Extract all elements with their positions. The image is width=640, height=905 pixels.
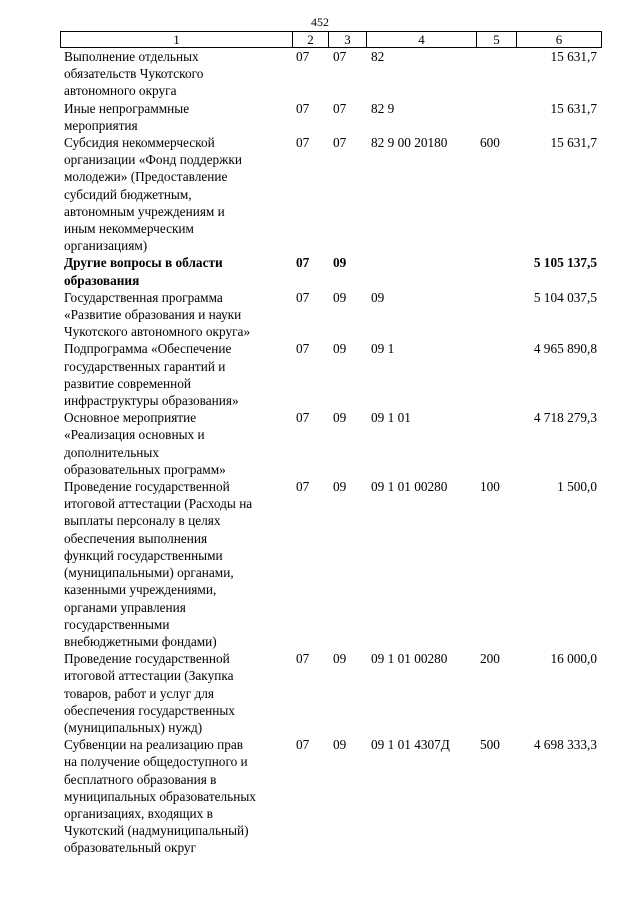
row-subsection-code: 07	[333, 135, 347, 151]
row-subsection-code: 09	[333, 479, 347, 495]
row-amount: 1 500,0	[557, 479, 597, 495]
row-amount: 15 631,7	[550, 135, 597, 151]
table-row	[60, 254, 601, 288]
column-header-5: 5	[477, 32, 517, 48]
row-section-code: 07	[296, 289, 310, 305]
row-subsection-code: 09	[333, 255, 347, 271]
table-row	[60, 478, 601, 650]
table-row	[60, 48, 601, 100]
row-amount: 4 718 279,3	[533, 410, 597, 426]
row-amount: 15 631,7	[550, 49, 597, 64]
row-target-article: 09 1 01 00280	[371, 651, 448, 667]
row-target-article: 09 1 01 4307Д	[371, 737, 450, 753]
row-name: Проведение государственной итоговой аттестации (Закупка товаров, работ и услуг для обеспечения государственных (муниципальных) нужд)	[64, 651, 235, 735]
row-amount: 4 965 890,8	[533, 341, 597, 357]
table-row	[60, 100, 601, 134]
row-section-code: 07	[296, 341, 310, 357]
row-section-code: 07	[296, 135, 310, 151]
row-target-article: 82 9	[371, 100, 395, 116]
row-section-code: 07	[296, 255, 310, 271]
column-header-1: 1	[61, 32, 293, 48]
row-expense-type: 600	[480, 135, 500, 151]
column-header-2: 2	[293, 32, 329, 48]
row-name: Другие вопросы в области образования	[64, 255, 223, 288]
row-expense-type: 500	[480, 737, 500, 753]
column-header-3: 3	[329, 32, 367, 48]
row-name: Выполнение отдельных обязательств Чукотского автономного округа	[64, 49, 204, 99]
row-expense-type: 100	[480, 479, 500, 495]
row-target-article: 09	[371, 289, 385, 305]
table-row	[60, 134, 601, 254]
table-body	[60, 48, 601, 857]
table-row	[60, 650, 601, 736]
row-name: Подпрограмма «Обеспечение государственных гарантий и развитие современной инфраструктуры образования»	[64, 341, 239, 409]
row-name: Проведение государственной итоговой аттестации (Расходы на выплаты персоналу в целях обеспечения выполнения функций государственными (муниципальными) органами, казенными учреждениями, органами управления государственными внебюджетными фондами)	[64, 479, 253, 649]
row-name: Субсидия некоммерческой организации «Фонд поддержки молодежи» (Предоставление субсидий бюджетным, автономным учреждениям и иным некоммерческим организациям)	[64, 135, 242, 254]
row-section-code: 07	[296, 479, 310, 495]
row-target-article: 09 1 01	[371, 410, 411, 426]
row-subsection-code: 07	[333, 49, 347, 64]
row-amount: 15 631,7	[550, 100, 597, 116]
row-amount: 5 105 137,5	[533, 255, 597, 271]
row-section-code: 07	[296, 651, 310, 667]
table-row	[60, 409, 601, 478]
row-target-article: 09 1 01 00280	[371, 479, 448, 495]
column-header-row	[61, 32, 602, 48]
table-row	[60, 289, 601, 341]
row-subsection-code: 09	[333, 289, 347, 305]
row-name: Субвенции на реализацию прав на получение общедоступного и бесплатного образования в муниципальных образовательных организациях, входящих в Чукотский (надмуниципальный) образовательный округ	[64, 737, 256, 856]
row-section-code: 07	[296, 100, 310, 116]
row-amount: 5 104 037,5	[533, 289, 597, 305]
column-header-table	[60, 31, 602, 48]
row-amount: 4 698 333,3	[533, 737, 597, 753]
column-header-6: 6	[517, 32, 602, 48]
row-subsection-code: 09	[333, 341, 347, 357]
row-amount: 16 000,0	[550, 651, 597, 667]
row-expense-type: 200	[480, 651, 500, 667]
row-name: Иные непрограммные мероприятия	[64, 100, 190, 133]
table-row	[60, 736, 601, 856]
row-subsection-code: 07	[333, 100, 347, 116]
column-header-4: 4	[367, 32, 477, 48]
row-section-code: 07	[296, 737, 310, 753]
row-section-code: 07	[296, 410, 310, 426]
row-target-article: 09 1	[371, 341, 395, 357]
page-number: 452	[311, 15, 329, 29]
row-name: Основное мероприятие «Реализация основных и дополнительных образовательных программ»	[64, 410, 226, 477]
row-subsection-code: 09	[333, 737, 347, 753]
table-row	[60, 340, 601, 409]
row-target-article: 82 9 00 20180	[371, 135, 448, 151]
row-subsection-code: 09	[333, 410, 347, 426]
row-target-article: 82	[371, 49, 385, 64]
row-section-code: 07	[296, 49, 310, 64]
row-subsection-code: 09	[333, 651, 347, 667]
row-name: Государственная программа «Развитие образования и науки Чукотского автономного округа»	[64, 289, 251, 340]
